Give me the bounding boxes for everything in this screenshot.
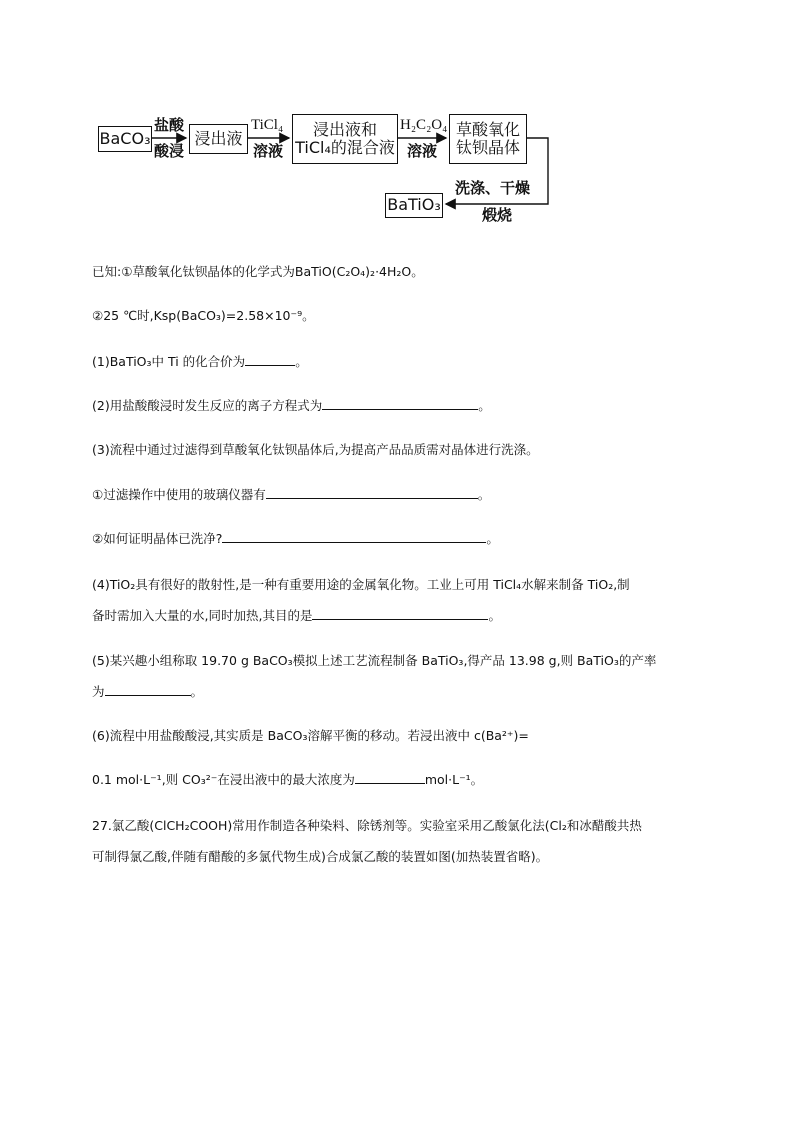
arrow-4-bottom-label: 煅烧 [482, 206, 513, 224]
question-1-end: 。 [295, 354, 308, 369]
arrow-3-bottom-label: 溶液 [407, 142, 438, 160]
question-3-2-text: ②如何证明晶体已洗净? [92, 531, 223, 546]
answer-blank-3-1[interactable] [266, 485, 478, 499]
box-mixed-line2: TiCl₄的混合液 [295, 138, 395, 157]
question-27-line2: 可制得氯乙酸,伴随有醋酸的多氯代物生成)合成氯乙酸的装置如图(加热装置省略)。 [92, 849, 549, 864]
arrow-3-top-label: H₂C₂O₄ [400, 117, 448, 133]
answer-blank-1[interactable] [245, 352, 295, 366]
question-6-end: mol·L⁻¹。 [424, 772, 484, 787]
box-batio3 [385, 193, 443, 218]
arrow-2-bottom-label: 溶液 [253, 142, 284, 160]
box-baco3-label: BaCO₃ [99, 128, 151, 148]
known-condition-2: ②25 ℃时,Ksp(BaCO₃)=2.58×10⁻⁹。 [92, 308, 315, 323]
question-6-line1: (6)流程中用盐酸酸浸,其实质是 BaCO₃溶解平衡的移动。若浸出液中 c(Ba²⁺)= [92, 728, 529, 743]
question-2-end: 。 [478, 398, 491, 413]
question-5-line1: (5)某兴趣小组称取 19.70 g BaCO₃模拟上述工艺流程制备 BaTiO₃,得产品 13.98 g,则 BaTiO₃的产率 [92, 653, 657, 668]
answer-blank-3-2[interactable] [222, 529, 486, 543]
question-6-text: 0.1 mol·L⁻¹,则 CO₃²⁻在浸出液中的最大浓度为 [92, 772, 355, 787]
known-condition-1: 已知:①草酸氧化钛钡晶体的化学式为BaTiO(C₂O₄)₂·4H₂O。 [92, 264, 424, 279]
box-crystal-line2: 钛钡晶体 [455, 138, 520, 157]
arrow-1-top-label: 盐酸 [154, 116, 185, 134]
question-1-text: (1)BaTiO₃中 Ti 的化合价为 [92, 354, 246, 369]
answer-blank-2[interactable] [322, 396, 478, 410]
question-3-1-end: 。 [477, 487, 491, 502]
question-5-text: 为 [92, 684, 105, 699]
question-3-2 [92, 529, 499, 547]
box-crystal [449, 114, 527, 164]
box-leach-liquid [189, 124, 248, 154]
box-leach-liquid-label: 浸出液 [194, 128, 243, 148]
question-3: (3)流程中通过过滤得到草酸氧化钛钡晶体后,为提高产品品质需对晶体进行洗涤。 [92, 442, 539, 457]
question-4-end: 。 [488, 608, 501, 623]
question-2-text: (2)用盐酸酸浸时发生反应的离子方程式为 [92, 398, 323, 413]
box-mixed-liquid [292, 114, 398, 164]
question-3-1 [92, 485, 490, 503]
question-5-line2 [92, 682, 203, 700]
question-2 [92, 396, 491, 414]
question-3-1-text: ①过滤操作中使用的玻璃仪器有 [92, 487, 266, 502]
arrow-1-bottom-label: 酸浸 [154, 142, 185, 160]
answer-blank-6[interactable] [355, 770, 425, 784]
question-4-line2 [92, 606, 501, 624]
box-baco3 [98, 126, 152, 152]
arrow-2-top-label: TiCl₄ [251, 117, 284, 133]
box-mixed-line1: 浸出液和 [312, 119, 377, 139]
arrow-4-top-label: 洗涤、干燥 [455, 179, 531, 197]
question-1 [92, 352, 308, 370]
flowchart [0, 0, 794, 240]
question-6-line2 [92, 770, 483, 788]
question-5-end: 。 [190, 684, 204, 699]
box-batio3-label: BaTiO₃ [387, 195, 441, 215]
answer-blank-5[interactable] [105, 682, 191, 696]
box-crystal-line1: 草酸氧化 [455, 119, 520, 139]
question-27-line1: 27.氯乙酸(ClCH₂COOH)常用作制造各种染料、除锈剂等。实验室采用乙酸氯化法(Cl₂和冰醋酸共热 [92, 818, 642, 833]
question-4-line1: (4)TiO₂具有很好的散射性,是一种有重要用途的金属氧化物。工业上可用 TiCl₄水解来制备 TiO₂,制 [92, 577, 630, 592]
answer-blank-4[interactable] [312, 606, 488, 620]
question-4-text: 备时需加入大量的水,同时加热,其目的是 [92, 608, 313, 623]
question-3-2-end: 。 [486, 531, 499, 546]
